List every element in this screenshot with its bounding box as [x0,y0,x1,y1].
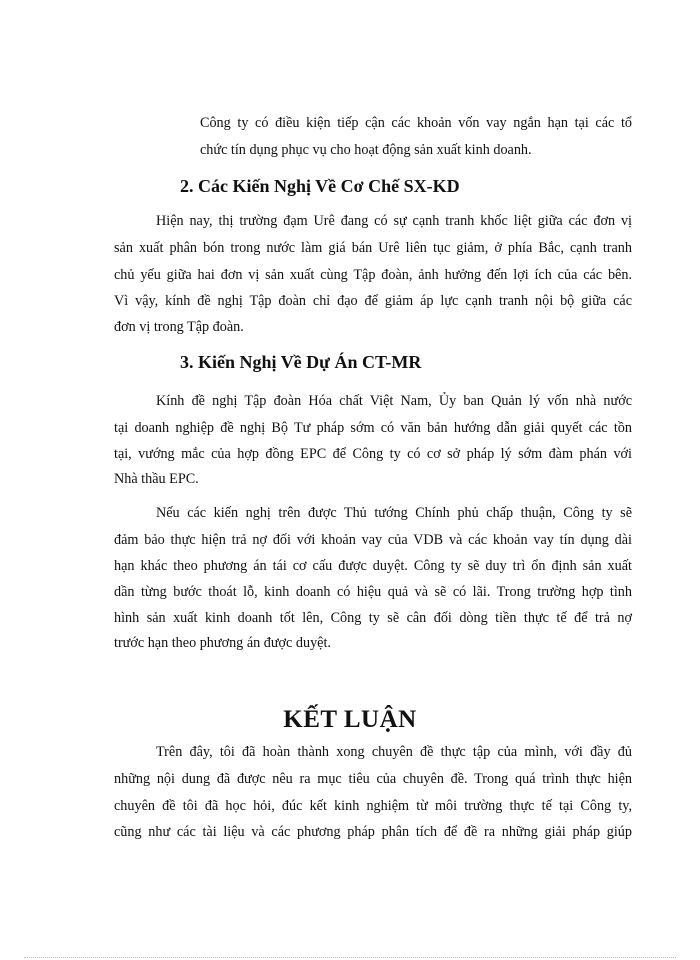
paragraph-line: hình sản xuất kinh doanh tốt lên, Công ty sẽ cân đối dòng tiền thực tế để trả nợ [114,610,632,626]
paragraph-line: Kính đề nghị Tập đoàn Hóa chất Việt Nam, Ủy ban Quản lý vốn nhà nước [156,393,632,409]
paragraph-line: dần từng bước thoát lỗ, kinh doanh có hiệu quả và sẽ có lãi. Trong trường hợp tình [114,584,632,600]
paragraph-line: Nhà thầu EPC. [114,471,199,487]
paragraph-line: Nếu các kiến nghị trên được Thủ tướng Chính phủ chấp thuận, Công ty sẽ [156,505,632,521]
paragraph-line: Trên đây, tôi đã hoàn thành xong chuyên đề thực tập của mình, với đầy đủ [156,744,632,760]
paragraph-line: cũng như các tài liệu và các phương pháp phân tích để đề ra những giải pháp giúp [114,824,632,840]
intro-line: Công ty có điều kiện tiếp cận các khoản vốn vay ngắn hạn tại các tổ [200,115,632,131]
section-heading-2: 2. Các Kiến Nghị Về Cơ Chế SX-KD [180,176,460,196]
page-bottom-rule [24,957,676,958]
paragraph-line: Vì vậy, kính đề nghị Tập đoàn chỉ đạo để giảm áp lực cạnh tranh nội bộ giữa các [114,293,632,309]
section-heading-3: 3. Kiến Nghị Về Dự Án CT-MR [180,352,422,372]
intro-line: chức tín dụng phục vụ cho hoạt động sản xuất kinh doanh. [200,142,532,158]
paragraph-line: những nội dung đã được nêu ra mục tiêu của chuyên đề. Trong quá trình thực hiện [114,771,632,787]
paragraph-line: hạn khác theo phương án tái cơ cấu được duyệt. Công ty sẽ duy trì ổn định sản xuất [114,558,632,574]
paragraph-line: tại doanh nghiệp đề nghị Bộ Tư pháp sớm có văn bản hướng dẫn giải quyết các tồn [114,420,632,436]
conclusion-title: KẾT LUẬN [283,706,417,733]
paragraph-line: sản xuất phân bón trong nước làm giá bán Urê liên tục giảm, ở phía Bắc, cạnh tranh [114,240,632,256]
paragraph-line: đảm bảo thực hiện trả nợ đối với khoản vay của VDB và các khoản vay tín dụng dài [114,532,632,548]
paragraph-line: tại, vướng mắc của hợp đồng EPC để Công ty có cơ sở pháp lý sớm đàm phán với [114,446,632,462]
paragraph-line: đơn vị trong Tập đoàn. [114,319,244,335]
paragraph-line: trước hạn theo phương án được duyệt. [114,635,331,651]
paragraph-line: chuyên đề tôi đã học hỏi, đúc kết kinh nghiệm từ môi trường thực tế tại Công ty, [114,798,632,814]
paragraph-line: Hiện nay, thị trường đạm Urê đang có sự cạnh tranh khốc liệt giữa các đơn vị [156,213,632,229]
paragraph-line: chủ yếu giữa hai đơn vị sản xuất cùng Tập đoàn, ảnh hưởng đến lợi ích của các bên. [114,267,632,283]
